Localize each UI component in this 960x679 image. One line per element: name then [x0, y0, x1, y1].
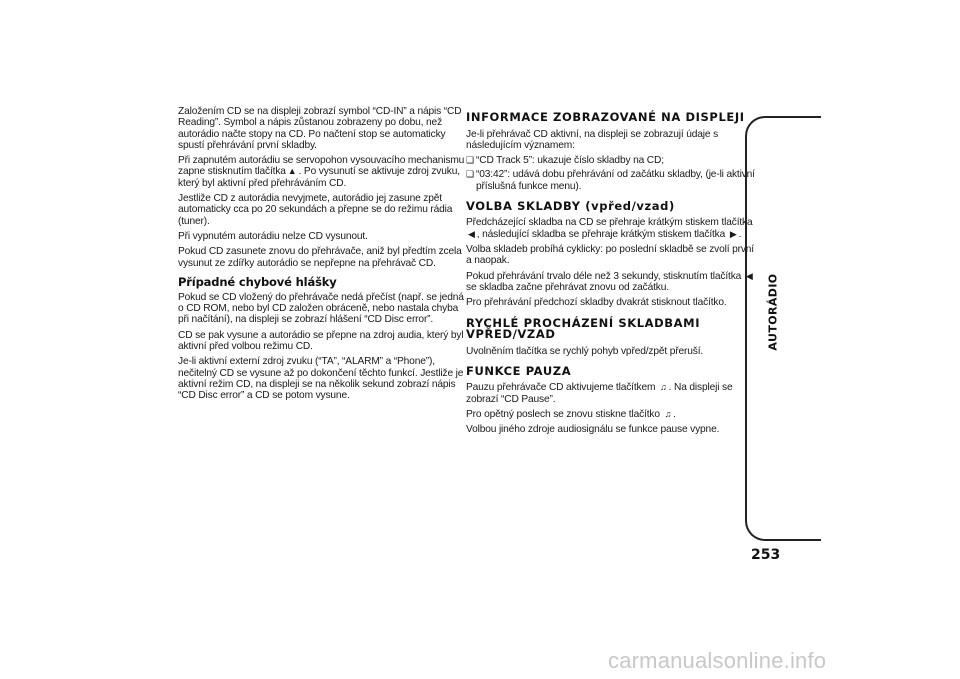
paragraph: Pro přehrávání předchozí skladby dvakrát stisknout tlačítko.: [466, 297, 727, 309]
text: se skladba začne přehrávat znovu od začátku.: [466, 281, 669, 293]
paragraph: Pokud se CD vložený do přehrávače nedá přečíst (např. se jedná o CD ROM, nebo byl CD založen obráceně, nebo nastala chyba při načítání), na displeji se zobrazí hlášení “CD Disc error”.: [178, 291, 464, 326]
list-item: [466, 155, 756, 166]
text: . Po vysunutí se aktivuje zdroj zvuku, který byl aktivní před přehráváním CD.: [178, 166, 460, 189]
watermark: carmanualsonline.info: [608, 648, 827, 673]
text: Pauzu přehrávače CD aktivujeme tlačítkem: [466, 382, 656, 394]
mute-pause-icon: ♫: [664, 408, 672, 419]
mute-pause-icon: ♫: [660, 382, 667, 393]
list-item-text: “CD Track 5”: ukazuje číslo skladby na CD;: [476, 155, 664, 167]
prev-track-icon: ◀: [468, 228, 475, 239]
list-item: [466, 169, 756, 192]
section-heading-fast: RYCHLÉ PROCHÁZENÍ SKLADBAMI VPŘED/VZAD: [466, 315, 701, 342]
prev-track-icon: ◀: [745, 270, 753, 281]
paragraph: Volba skladeb probíhá cyklicky: po poslední skladbě se zvolí první a naopak.: [466, 244, 754, 267]
paragraph: Při vypnutém autorádiu nelze CD vysunout.: [178, 230, 368, 242]
text: Pokud přehrávání trvalo déle než 3 sekundy, stisknutím tlačítka: [466, 270, 742, 282]
paragraph: Je-li přehrávač CD aktivní, na displeji se zobrazují údaje s následujícím významem:: [466, 128, 719, 151]
text: .: [738, 228, 742, 240]
paragraph: Založením CD se na displeji zobrazí symbol “CD-IN” a nápis “CD Reading”. Symbol a nápis zůstanou zobrazeny po dobu, než autorádio načte stopy na CD. Po načtení stop se automaticky spustí přehrávání první skladby.: [178, 106, 462, 151]
text: Při zapnutém autorádiu se servopohon vysouvacího mechanismu zapne stisknutím tlačítka: [178, 155, 465, 178]
paragraph: Je-li aktivní externí zdroj zvuku (“TA”, “ALARM” a “Phone”), nečitelný CD se vysune až po dokončení těchto funkcí. Jestliže je aktivní režim CD, na displeji se na několik sekund zobrazí nápis “CD Disc error” a CD se potom vysune.: [178, 356, 464, 402]
section-heading-track: VOLBA SKLADBY (vpřed/vzad): [466, 198, 675, 213]
list-item-text: “03:42”: udává dobu přehrávání od začátku skladby, (je-li aktivní příslušná funkce menu).: [476, 169, 755, 192]
chapter-tab: [745, 116, 821, 541]
chapter-label-text: AUTORÁDIO: [766, 273, 780, 351]
right-column: [466, 106, 756, 440]
paragraph: Volbou jiného zdroje audiosignálu se funkce pause vypne.: [466, 424, 720, 436]
checkbox-bullet-icon: ❑: [466, 169, 474, 180]
text: Pro opětný poslech se znovu stiskne tlačítko: [466, 408, 660, 420]
paragraph: [466, 271, 756, 294]
paragraph: [178, 155, 468, 189]
section-heading-errors: Případné chybové hlášky: [178, 274, 337, 289]
paragraph: Uvolněním tlačítka se rychlý pohyb vpřed/zpět přeruší.: [466, 345, 704, 357]
paragraph: [466, 217, 756, 240]
left-column: [178, 106, 468, 406]
chapter-tab-label: [767, 257, 779, 367]
page-number: 253: [751, 547, 781, 563]
paragraph: [466, 409, 756, 420]
paragraph: Jestliže CD z autorádia nevyjmete, autorádio jej zasune zpět automaticky cca po 20 sekundách a přepne se do režimu rádia (tuner).: [178, 193, 453, 227]
checkbox-bullet-icon: ❑: [466, 155, 474, 166]
next-track-icon: ▶: [729, 228, 737, 239]
section-heading-pause: FUNKCE PAUZA: [466, 363, 572, 378]
section-heading-info: INFORMACE ZOBRAZOVANÉ NA DISPLEJI: [466, 110, 745, 124]
text: . Na displeji se zobrazí “CD Pause”.: [466, 382, 733, 405]
paragraph: CD se pak vysune a autorádio se přepne na zdroj audia, který byl aktivní před volbou režimu CD.: [178, 329, 464, 353]
text: Předcházející skladba na CD se přehraje krátkým stiskem tlačítka: [466, 217, 753, 229]
text: , následující skladba se přehraje krátkým stiskem tlačítka: [476, 228, 726, 240]
eject-icon: ▲: [287, 166, 297, 177]
paragraph: Pokud CD zasunete znovu do přehrávače, aniž byl předtím zcela vysunut ze zdířky autorádio se nepřepne na přehrávač CD.: [178, 246, 462, 269]
text: .: [673, 408, 676, 420]
paragraph: [466, 382, 756, 405]
